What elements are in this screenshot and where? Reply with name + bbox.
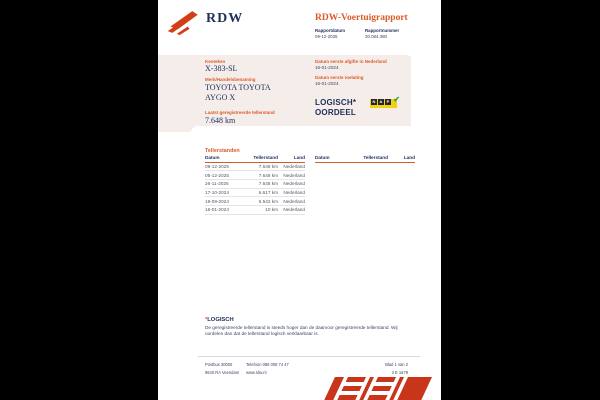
nap-letter-p: P	[386, 99, 390, 104]
col-header-land: Land	[403, 155, 415, 160]
footer-address-line1: Postbus 30000	[205, 362, 233, 367]
toelating-value: 16-01-2024	[315, 80, 339, 86]
footnote-title	[205, 317, 234, 323]
afgifte-label: Datum eerste afgifte in Nederland	[315, 59, 387, 64]
nap-letter-n: N	[372, 99, 376, 104]
cell-land: Nederland	[283, 198, 305, 204]
panel-rounded-notch	[190, 126, 413, 136]
col-header-datum: Datum	[205, 155, 220, 160]
col-header-tellerstand: Tellerstand	[253, 155, 278, 160]
cell-tellerstand: 6.617 km	[258, 189, 278, 195]
tellerstanden-table-right	[315, 155, 415, 163]
report-date-value: 09-12-2025	[315, 34, 338, 39]
col-header-land: Land	[293, 155, 305, 160]
footer-divider	[198, 356, 420, 357]
table-header-row	[315, 155, 415, 163]
rdw-stripes-graphic	[323, 377, 441, 400]
tellerstanden-title: Tellerstanden	[205, 148, 240, 154]
kenteken-value: X-383-SL	[205, 64, 238, 73]
cell-tellerstand: 6.542 km	[258, 198, 278, 204]
report-number-value: 30.084.380	[365, 34, 387, 39]
kenteken-label: Kenteken	[205, 59, 226, 64]
tellerstanden-table-left	[205, 155, 305, 215]
cell-datum: 26-11-2025	[205, 181, 229, 187]
cell-land: Nederland	[283, 207, 305, 213]
col-header-tellerstand: Tellerstand	[363, 155, 388, 160]
footer-form-code: 3 E 1679	[391, 369, 408, 375]
footer-phone: Telefoon 088 008 74 47	[246, 362, 289, 367]
cell-datum: 09-12-2025	[205, 163, 229, 169]
rdw-logo-text: RDW	[206, 11, 244, 26]
footer-address-line2: 9640 RA Veendam	[205, 369, 240, 375]
report-date-label: Rapportdatum	[315, 28, 346, 33]
table-header-row	[205, 155, 305, 163]
footer-address	[205, 361, 239, 376]
toelating-label: Datum eerste toelating	[315, 75, 364, 80]
table-row	[205, 189, 305, 198]
footer-website: www.rdw.nl	[246, 369, 267, 375]
footer-contact	[246, 361, 289, 376]
merk-value-line2: AYGO X	[205, 93, 236, 102]
table-row	[205, 180, 305, 189]
merk-value-line1: TOYOTA TOYOTA	[205, 83, 271, 92]
cell-land: Nederland	[283, 181, 305, 187]
col-header-datum: Datum	[315, 155, 330, 160]
cell-tellerstand: 7.648 km	[258, 163, 278, 169]
nap-letter-a: A	[379, 99, 383, 104]
nap-checkmark-icon: ✔	[393, 95, 400, 104]
afgifte-value: 16-01-2024	[315, 64, 339, 70]
footnote-title-text: LOGISCH	[207, 317, 234, 323]
page-title: RDW-Voertuigrapport	[315, 13, 408, 23]
footer-meta	[348, 361, 408, 376]
cell-datum: 16-01-2024	[205, 207, 229, 213]
vehicle-summary-panel	[158, 55, 411, 132]
footnote-body: De geregistreerde tellerstand is steeds hoger dan de daarvoor geregistreerde tellerstand. Wij oordelen dan dat de tellerstand logisch verklaarbaar is.	[205, 325, 398, 337]
report-number-label: Rapportnummer	[365, 28, 400, 33]
cell-land: Nederland	[283, 189, 305, 195]
laatste-tellerstand-label: Laatst geregistreerde tellerstand	[205, 110, 275, 115]
rdw-logo-icon	[165, 7, 205, 37]
cell-datum: 17-10-2024	[205, 189, 229, 195]
laatste-tellerstand-value: 7.648 km	[205, 116, 236, 125]
cell-datum: 19-09-2024	[205, 198, 229, 204]
cell-land: Nederland	[283, 163, 305, 169]
cell-tellerstand: 10 km	[265, 207, 278, 213]
table-row	[205, 171, 305, 180]
cell-land: Nederland	[283, 172, 305, 178]
cell-datum: 05-12-2025	[205, 172, 229, 178]
cell-tellerstand: 7.648 km	[258, 172, 278, 178]
oordeel-line1: LOGISCH*	[315, 98, 357, 107]
cell-tellerstand: 7.648 km	[258, 181, 278, 187]
report-page	[158, 0, 441, 400]
table-row	[205, 163, 305, 172]
footnote-asterisk: *	[205, 317, 208, 323]
footer-page-indicator: Blad 1 van 2	[385, 362, 408, 367]
nap-logo	[370, 95, 400, 108]
merk-label: Merk/Handelsbenaming	[205, 77, 256, 82]
oordeel-line2: OORDEEL	[315, 108, 356, 117]
table-row	[205, 197, 305, 206]
table-row	[205, 206, 305, 215]
